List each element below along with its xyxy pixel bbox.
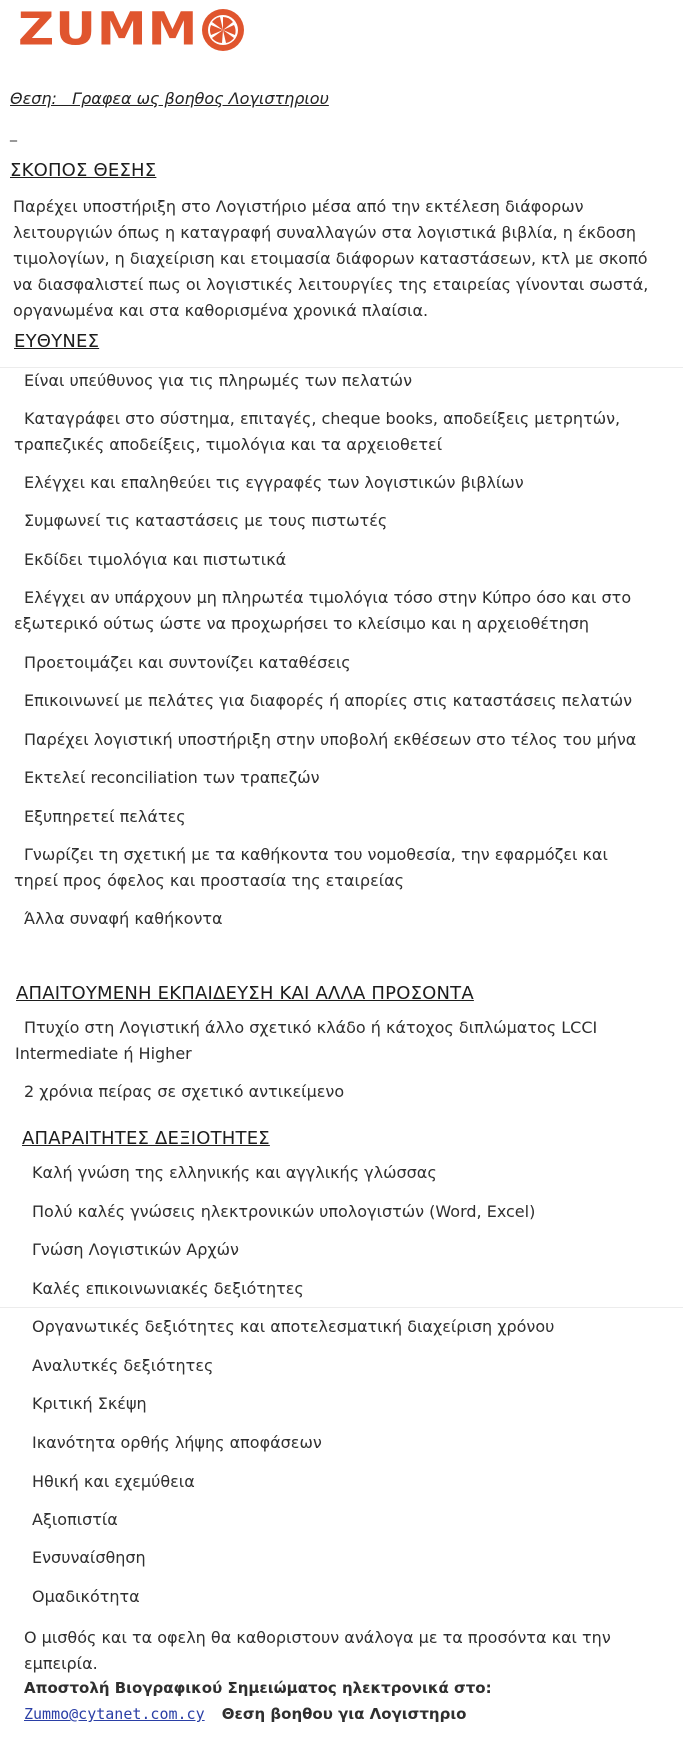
purpose-line: λειτουργιών όπως η καταγραφή συναλλαγών στα λογιστικά βιβλία, η έκδοση [13, 223, 636, 242]
duty-item [24, 650, 351, 676]
purpose-line: να διασφαλιστεί πως οι λογιστικές λειτουργίες της εταιρείας γίνονται σωστά, [13, 275, 649, 294]
duty-line: τραπεζικές αποδείξεις, τιμολόγια και τα αρχειοθετεί [14, 435, 443, 454]
email-subject: Θεση βοηθου για Λογιστηριο [221, 1705, 467, 1723]
purpose-paragraph [13, 194, 648, 324]
duty-line: Είναι υπεύθυνος για τις πληρωμές των πελατών [24, 371, 413, 390]
duty-item [24, 804, 186, 830]
education-item [24, 1079, 344, 1105]
duty-line: Άλλα συναφή καθήκοντα [24, 909, 223, 928]
duty-item [24, 368, 412, 394]
dash-mark: _ [10, 126, 17, 142]
email-link[interactable]: Zummo@cytanet.com.cy [24, 1705, 205, 1723]
salary-line: Ο μισθός και τα οφελη θα καθοριστουν ανάλογα με τα προσόντα και την [24, 1628, 611, 1647]
divider [0, 1307, 683, 1308]
duty-item [14, 842, 608, 894]
education-line: Πτυχίο στη Λογιστική άλλο σχετικό κλάδο ή κάτοχος διπλώματος LCCI [24, 1018, 598, 1037]
contact-line [24, 1701, 466, 1727]
orange-slice-icon [200, 7, 246, 53]
zummo-logo [18, 4, 246, 54]
duty-line: Επικοινωνεί με πελάτες για διαφορές ή απορίες στις καταστάσεις πελατών [24, 691, 633, 710]
salary-line: εμπειρία. [24, 1654, 98, 1673]
duty-line: Συμφωνεί τις καταστάσεις με τους πιστωτές [24, 511, 388, 530]
skill-item: Οργανωτικές δεξιότητες και αποτελεσματική διαχείριση χρόνου [32, 1317, 555, 1336]
skills-heading: ΑΠΑΡΑΙΤΗΤΕΣ ΔΕΞΙΟΤΗΤΕΣ [22, 1128, 270, 1149]
duty-line: Εκτελεί reconciliation των τραπεζών [24, 768, 320, 787]
duty-item [24, 906, 223, 932]
duty-line: Προετοιμάζει και συντονίζει καταθέσεις [24, 653, 351, 672]
duty-line: Ελέγχει και επαληθεύει τις εγγραφές των λογιστικών βιβλίων [24, 473, 524, 492]
skill-item: Γνώση Λογιστικών Αρχών [32, 1240, 239, 1259]
duty-item [14, 406, 621, 458]
duty-line: Γνωρίζει τη σχετική με τα καθήκοντα του νομοθεσία, την εφαρμόζει και [24, 845, 608, 864]
skill-item: Καλές επικοινωνιακές δεξιότητες [32, 1279, 304, 1298]
duty-item [24, 765, 320, 791]
logo-wordmark: ZUMM [18, 2, 199, 56]
purpose-line: τιμολογίων, η διαχείριση και ετοιμασία διάφορων καταστάσεων, κτλ με σκοπό [13, 249, 648, 268]
skill-item: Κριτική Σκέψη [32, 1394, 147, 1413]
position-title: Θεση: Γραφεα ως βοηθος Λογιστηριου [10, 89, 329, 108]
duties-heading: ΕΥΘΥΝΕΣ [14, 331, 100, 352]
education-line: Intermediate ή Higher [15, 1044, 192, 1063]
education-heading: ΑΠΑΙΤΟΥΜΕΝΗ ΕΚΠΑΙΔΕΥΣΗ ΚΑΙ ΑΛΛΑ ΠΡΟΣΟΝΤΑ [16, 983, 474, 1004]
duty-item [14, 585, 632, 637]
duty-item [24, 470, 524, 496]
send-cv-line: Αποστολή Βιογραφικού Σημειώματος ηλεκτρονικά στο: [24, 1679, 492, 1697]
purpose-line: οργανωμένα και στα καθορισμένα χρονικά πλαίσια. [13, 301, 429, 320]
skill-item: Ενσυναίσθηση [32, 1548, 146, 1567]
skill-item: Ικανότητα ορθής λήψης αποφάσεων [32, 1433, 322, 1452]
education-line: 2 χρόνια πείρας σε σχετικό αντικείμενο [24, 1082, 345, 1101]
duty-item [24, 727, 636, 753]
skill-item: Ομαδικότητα [32, 1587, 140, 1606]
duty-line: εξωτερικό ούτως ώστε να προχωρήσει το κλείσιμο και η αρχειοθέτηση [14, 614, 590, 633]
duty-item [24, 508, 387, 534]
duty-line: Καταγράφει στο σύστημα, επιταγές, cheque books, αποδείξεις μετρητών, [24, 409, 621, 428]
education-item [15, 1015, 598, 1067]
duty-item [24, 688, 632, 714]
duty-line: Ελέγχει αν υπάρχουν μη πληρωτέα τιμολόγια τόσο στην Κύπρο όσο και στο [24, 588, 632, 607]
purpose-heading: ΣΚΟΠΟΣ ΘΕΣΗΣ [10, 160, 157, 181]
duty-line: Εξυπηρετεί πελάτες [24, 807, 186, 826]
salary-note [24, 1625, 611, 1677]
skill-item: Ηθική και εχεμύθεια [32, 1472, 195, 1491]
duty-line: Παρέχει λογιστική υποστήριξη στην υποβολή εκθέσεων στο τέλος του μήνα [24, 730, 637, 749]
duty-item [24, 547, 286, 573]
skill-item: Πολύ καλές γνώσεις ηλεκτρονικών υπολογιστών (Word, Excel) [32, 1202, 536, 1221]
skill-item: Αναλυτκές δεξιότητες [32, 1356, 214, 1375]
purpose-line: Παρέχει υποστήριξη στο Λογιστήριο μέσα από την εκτέλεση διάφορων [13, 197, 584, 216]
skill-item: Αξιοπιστία [32, 1510, 118, 1529]
duty-line: τηρεί προς όφελος και προστασία της εταιρείας [14, 871, 405, 890]
duty-line: Εκδίδει τιμολόγια και πιστωτικά [24, 550, 287, 569]
skill-item: Καλή γνώση της ελληνικής και αγγλικής γλώσσας [32, 1163, 437, 1182]
